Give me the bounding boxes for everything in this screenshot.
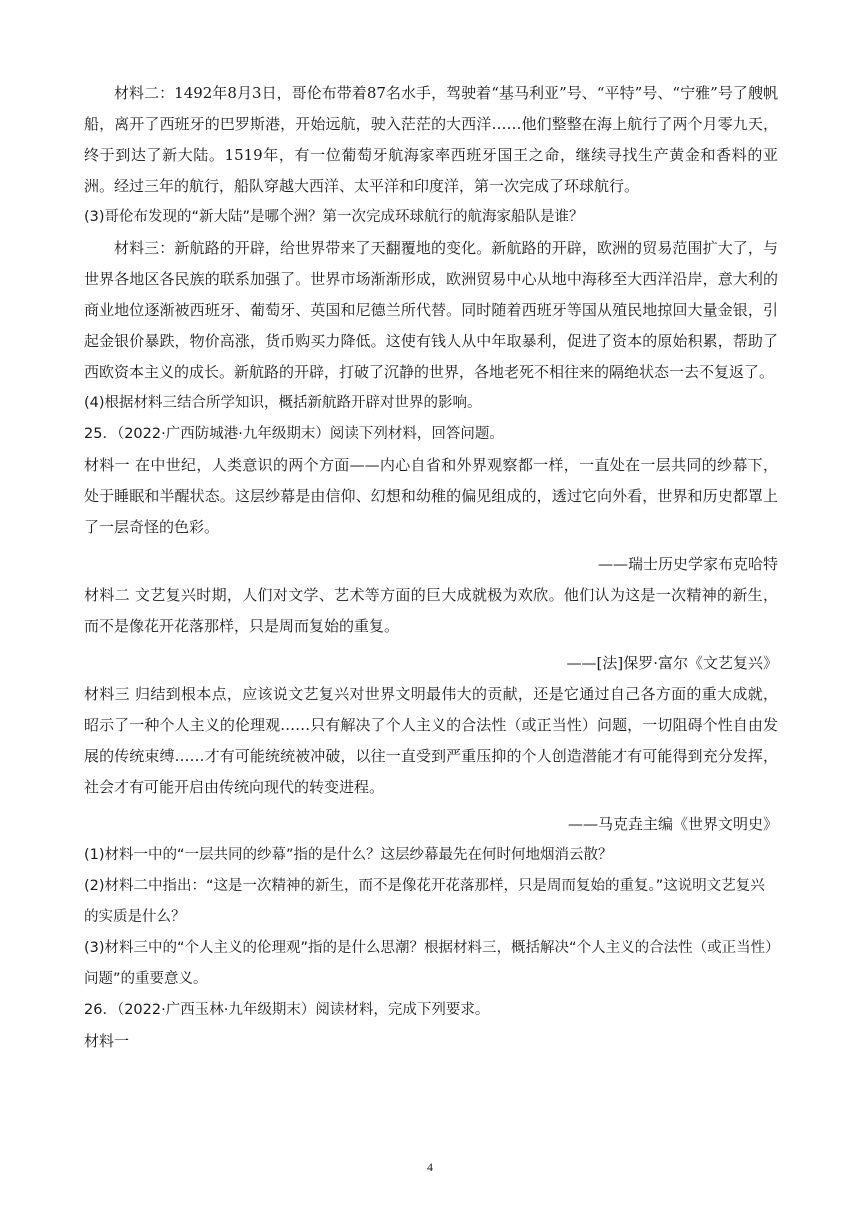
q26-material-one-label: 材料一 [84, 1032, 130, 1050]
material-two-paragraph: 材料二：1492年8月3日，哥伦布带着87名水手，驾驶着“基马利亚”号、“平特”号、“宁雅”号了艘帆船，离开了西班牙的巴罗斯港，开始远航，驶入茫茫的大西洋……他们整整在海上航行了两个月零九天，终于到达了新大陆。1519年，有一位葡萄牙航海家率西班牙国王之命，继续寻找生产黄金和香料的亚洲。经过三年的航行，船队穿越大西洋、太平洋和印度洋，第一次完成了环球航行。 [84, 84, 778, 195]
question-24-4: (4)根据材料三结合所学知识，概括新航路开辟对世界的影响。 [84, 395, 482, 411]
q25-material-three: 材料三 归结到根本点，应该说文艺复兴对世界文明最伟大的贡献，还是它通过自己各方面的重大成就，昭示了一种个人主义的伦理观……只有解决了个人主义的合法性（或正当性）问题，一切阻碍个性自由发展的传统束缚……才有可能统统被冲破，以往一直受到严重压抑的个人创造潜能才有可能得到充分发挥，社会才有可能开启由传统向现代的转变进程。 [84, 685, 778, 796]
q25-material-one: 材料一 在中世纪，人类意识的两个方面——内心自省和外界观察都一样，一直处在一层共同的纱幕下，处于睡眠和半醒状态。这层纱幕是由信仰、幻想和幼稚的偏见组成的，透过它向外看，世界和历史都罩上了一层奇怪的色彩。 [84, 456, 778, 536]
document-page [84, 78, 778, 1057]
material-three-paragraph: 材料三：新航路的开辟，给世界带来了天翻覆地的变化。新航路的开辟，欧洲的贸易范围扩大了，与世界各地区各民族的联系加强了。世界市场渐渐形成，欧洲贸易中心从地中海移至大西洋沿岸，意大利的商业地位逐渐被西班牙、葡萄牙、英国和尼德兰所代替。同时随着西班牙等国从殖民地掠回大量金银，引起金银价暴跌，物价高涨，货币购买力降低。这使有钱人从中年取暴利，促进了资本的原始积累，帮助了西欧资本主义的成长。新航路的开辟，打破了沉静的世界，各地老死不相往来的隔绝状态一去不复返了。 [84, 239, 778, 381]
question-25-3: (3)材料三中的“个人主义的伦理观”指的是什么思潮？根据材料三，概括解决“个人主义的合法性（或正当性）问题”的重要意义。 [84, 940, 773, 987]
q25-material-two-source: ——[法]保罗·富尔《文艺复兴》 [566, 654, 778, 672]
q25-material-three-source: ——马克垚主编《世界文明史》 [567, 815, 778, 833]
question-24-3: (3)哥伦布发现的“新大陆”是哪个洲？第一次完成环球航行的航海家船队是谁？ [84, 209, 584, 225]
question-25-title: 25．（2022·广西防城港·九年级期末）阅读下列材料，回答问题。 [84, 426, 504, 442]
question-26-title: 26．（2022·广西玉林·九年级期末）阅读材料，完成下列要求。 [84, 1002, 490, 1018]
page-number: 4 [427, 1160, 433, 1174]
question-25-2: (2)材料二中指出：“这是一次精神的新生，而不是像花开花落那样，只是周而复始的重复。”这说明文艺复兴的实质是什么？ [84, 878, 765, 925]
q25-material-two: 材料二 文艺复兴时期，人们对文学、艺术等方面的巨大成就极为欢欣。他们认为这是一次精神的新生，而不是像花开花落那样，只是周而复始的重复。 [84, 586, 778, 635]
question-25-1: (1)材料一中的“一层共同的纱幕”指的是什么？这层纱幕最先在何时何地烟消云散？ [84, 847, 613, 863]
q25-material-one-source: ——瑞士历史学家布克哈特 [597, 555, 778, 573]
